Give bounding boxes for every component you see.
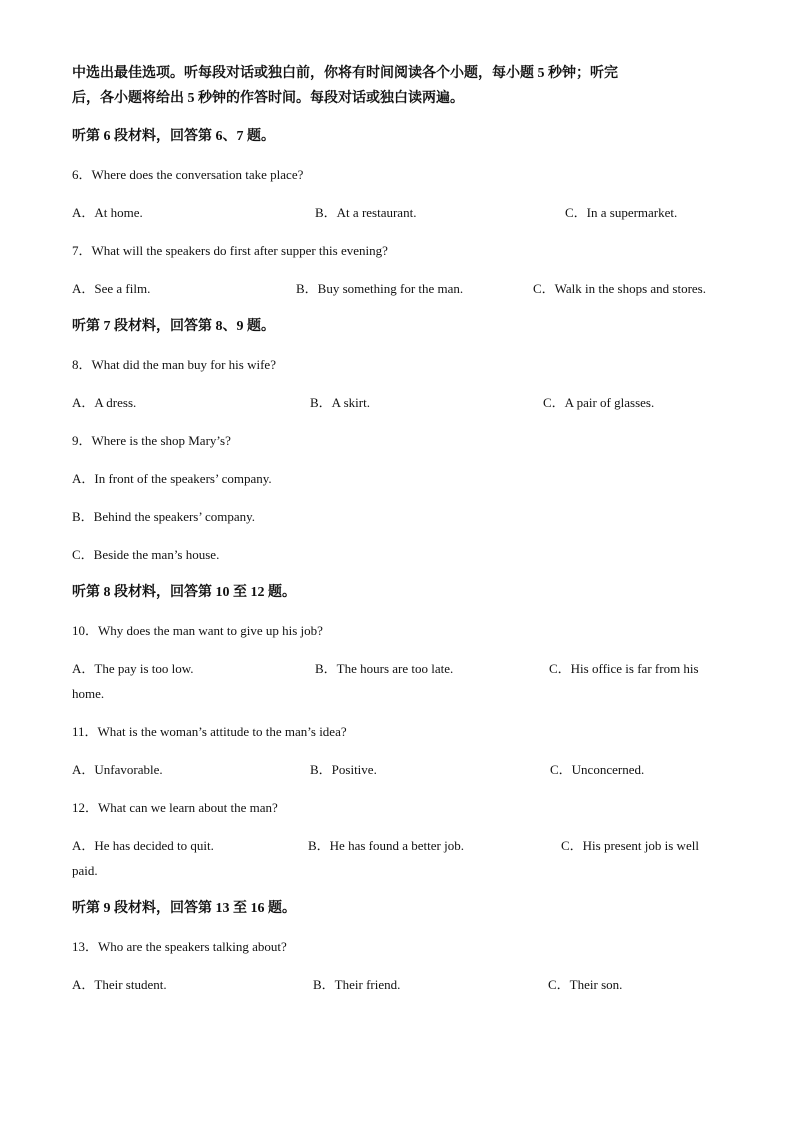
question-13-option-a: A．Their student. [72, 977, 167, 992]
question-7-option-b: B．Buy something for the man. [296, 281, 464, 296]
question-9-stem: 9．Where is the shop Mary’s? [72, 433, 231, 448]
question-6-option-c: C．In a supermarket. [565, 205, 678, 220]
question-9-option-b: B．Behind the speakers’ company. [72, 509, 256, 524]
instructions-line-2: 后，各小题将给出 5 秒钟的作答时间。每段对话或独白读两遍。 [72, 91, 464, 106]
question-6-stem: 6．Where does the conversation take place? [72, 167, 304, 182]
question-11-option-c: C．Unconcerned. [550, 762, 645, 777]
question-9-option-a: A．In front of the speakers’ company. [72, 471, 272, 486]
section-heading-7: 听第 7 段材料，回答第 8、9 题。 [72, 319, 275, 334]
instructions-line-1: 中选出最佳选项。听每段对话或独白前，你将有时间阅读各个小题，每小题 5 秒钟；听完 [72, 66, 618, 81]
question-8-stem: 8．What did the man buy for his wife? [72, 357, 276, 372]
question-8-option-b: B．A skirt. [310, 395, 370, 410]
question-6-option-b: B．At a restaurant. [315, 205, 417, 220]
question-9-option-c: C．Beside the man’s house. [72, 547, 220, 562]
question-12-stem: 12．What can we learn about the man? [72, 800, 278, 815]
section-heading-8: 听第 8 段材料，回答第 10 至 12 题。 [72, 585, 296, 600]
question-10-option-a: A．The pay is too low. [72, 661, 194, 676]
question-13-stem: 13．Who are the speakers talking about? [72, 939, 287, 954]
question-11-stem: 11．What is the woman’s attitude to the man’s idea? [72, 724, 347, 739]
section-heading-6: 听第 6 段材料，回答第 6、7 题。 [72, 129, 275, 144]
question-10-option-c: C．His office is far from his [549, 661, 699, 676]
question-7-option-c: C．Walk in the shops and stores. [533, 281, 706, 296]
question-10-stem: 10．Why does the man want to give up his job? [72, 623, 323, 638]
question-12-option-b: B．He has found a better job. [308, 838, 464, 853]
question-8-option-a: A．A dress. [72, 395, 137, 410]
question-13-option-b: B．Their friend. [313, 977, 401, 992]
question-13-option-c: C．Their son. [548, 977, 623, 992]
question-12-option-c-continued: paid. [72, 863, 98, 878]
question-7-option-a: A．See a film. [72, 281, 151, 296]
question-10-option-b: B．The hours are too late. [315, 661, 454, 676]
question-12-option-c: C．His present job is well [561, 838, 699, 853]
question-11-option-b: B．Positive. [310, 762, 377, 777]
question-11-option-a: A．Unfavorable. [72, 762, 163, 777]
question-12-option-a: A．He has decided to quit. [72, 838, 214, 853]
question-8-option-c: C．A pair of glasses. [543, 395, 655, 410]
section-heading-9: 听第 9 段材料，回答第 13 至 16 题。 [72, 901, 296, 916]
question-7-stem: 7．What will the speakers do first after supper this evening? [72, 243, 388, 258]
question-6-option-a: A．At home. [72, 205, 143, 220]
question-10-option-c-continued: home. [72, 686, 105, 701]
